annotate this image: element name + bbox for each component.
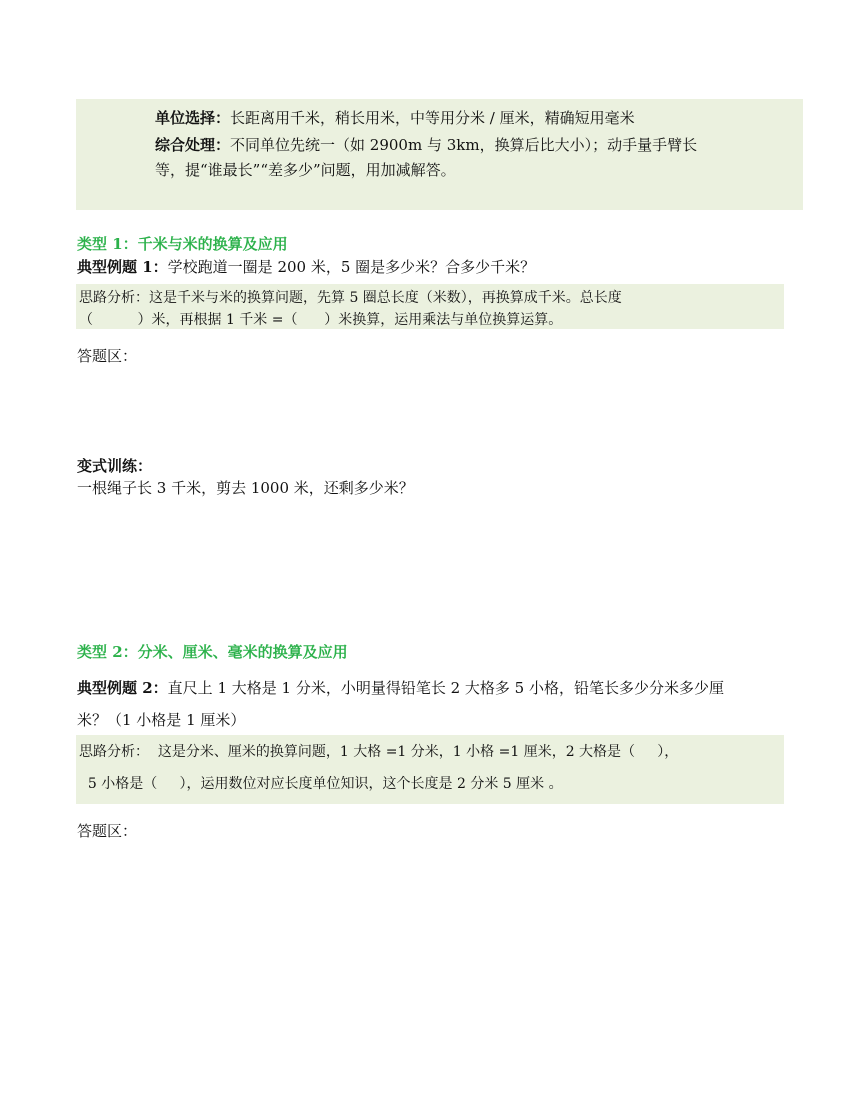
unit-choice-label: 单位选择： [155, 109, 231, 127]
type2-example-text-1: 直尺上 1 大格是 1 分米，小明量得铅笔长 2 大格多 5 小格，铅笔长多少分米多少厘 [167, 679, 724, 697]
type2-example-line-2: 米？（1 小格是 1 厘米） [77, 711, 246, 729]
type1-hint-line-1: 思路分析：这是千米与米的换算问题，先算 5 圈总长度（米数），再换算成千米。总长度 [79, 290, 622, 306]
type2-answer-label: 答题区： [77, 822, 138, 840]
type1-hint-box [76, 284, 784, 329]
type2-hint-line-2: 5 小格是（ ），运用数位对应长度单位知识，这个长度是 2 分米 5 厘米 。 [79, 776, 563, 792]
unit-choice-line [155, 107, 635, 128]
type1-hint-line-2: （ ）米，再根据 1 千米 =（ ）米换算，运用乘法与单位换算运算。 [79, 312, 563, 328]
summary-box [76, 99, 803, 210]
type1-example-text: 学校跑道一圈是 200 米，5 圈是多少米？合多少千米？ [167, 258, 536, 276]
combined-line-2 [155, 159, 456, 180]
combined-text-2: 等，提“谁最长”“差多少”问题，用加减解答。 [155, 161, 456, 179]
type2-example-line-1 [77, 677, 724, 698]
type1-example-label: 典型例题 1： [77, 258, 168, 276]
type2-hint-box [76, 735, 784, 804]
combined-label: 综合处理： [155, 136, 231, 154]
type2-hint-line-1: 思路分析： 这是分米、厘米的换算问题，1 大格 =1 分米，1 小格 =1 厘米，2 大格是（ ）， [79, 744, 679, 760]
type2-example-label: 典型例题 2： [77, 679, 168, 697]
type2-heading: 类型 2：分米、厘米、毫米的换算及应用 [77, 643, 348, 661]
type1-practice-text: 一根绳子长 3 千米，剪去 1000 米，还剩多少米？ [77, 479, 414, 497]
type1-answer-label: 答题区： [77, 347, 138, 365]
type1-example [77, 256, 535, 277]
unit-choice-text: 长距离用千米，稍长用米，中等用分米 / 厘米，精确短用毫米 [230, 109, 635, 127]
type1-practice-label: 变式训练： [77, 457, 153, 475]
combined-line-1 [155, 134, 697, 155]
combined-text-1: 不同单位先统一（如 2900m 与 3km，换算后比大小）；动手量手臂长 [230, 136, 698, 154]
type1-heading: 类型 1：千米与米的换算及应用 [77, 235, 288, 253]
